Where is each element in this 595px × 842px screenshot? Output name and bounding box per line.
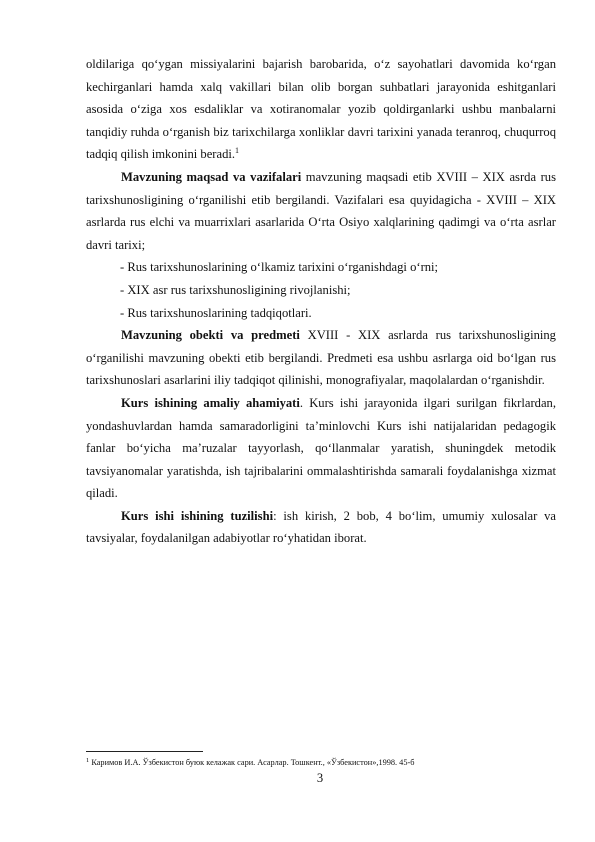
footnote <box>86 757 556 768</box>
list-item: - Rus tarixshunoslarining tadqiqotlari. <box>120 305 312 320</box>
paragraph-goals <box>86 166 556 256</box>
paragraph-structure <box>86 505 556 550</box>
paragraph-significance <box>86 392 556 505</box>
list-item: - XIX asr rus tarixshunosligining rivojlanishi; <box>120 282 351 297</box>
footnote-divider <box>86 751 203 752</box>
footnote-number: 1 <box>86 757 90 764</box>
paragraph-goals-text: mavzuning maqsadi etib XVIII – XIX asrda rus tarixshunosligining o‘rganilishi etib bergilandi. Vazifalari esa quyidagicha - XVIII – XIX asrlarda rus elchi va muarrixlari asarlarida O‘rta Osiyo xalqlarining qadimgi va o‘rta asrlar davri tarixi; <box>86 169 557 252</box>
paragraph-intro-text: oldilariga qo‘ygan missiyalarini bajarish barobarida, o‘z sayohatlari davomida ko‘rgan kechirganlari hamda xalq vakillari bilan olib borgan suhbatlari jarayonida eshitganlari asosida o‘ziga xos esdaliklar va xotiranomalar yozib qoldirganlarki ushbu manbalarni tanqidiy ruhda o‘rganish biz tarixchilarga xonliklar davri tarixini yanada teranroq, chuqurroq tadqiq qilish imkonini beradi. <box>86 57 556 162</box>
paragraph-significance-text: . Kurs ishi jarayonida ilgari surilgan fikrlardan, yondashuvlardan hamda samaradorligini ta’minlovchi Kurs ishi natijalaridan pedagogik fanlar bo‘yicha ma’ruzalar tayyorlash, qo‘llanmalar yaratish, shuningdek metodik tavsiyanomalar yaratishda, ish tajribalarini ommalashtirishda samarali foydalanishga xizmat qiladi. <box>86 395 556 501</box>
paragraph-structure-text: : ish kirish, 2 bob, 4 bo‘lim, umumiy xulosalar va tavsiyalar, foydalanilgan adabiyotlar ro‘yhatidan iborat. <box>86 508 556 546</box>
heading-goals: Mavzuning maqsad va vazifalari <box>121 169 302 184</box>
heading-significance: Kurs ishining amaliy ahamiyati <box>121 395 300 410</box>
paragraph-object <box>86 324 556 392</box>
page-number: 3 <box>316 771 324 785</box>
list-item: - Rus tarixshunoslarining o‘lkamiz tarixini o‘rganishdagi o‘rni; <box>120 260 439 275</box>
heading-structure: Kurs ishi ishining tuzilishi <box>121 508 274 523</box>
body-text <box>86 53 556 550</box>
footnote-reference[interactable]: 1 <box>235 146 240 156</box>
paragraph-object-text: XVIII - XIX asrlarda rus tarixshunosligining o‘rganilishi mavzuning obekti etib bergilandi. Predmeti esa ushbu asrlarga oid bo‘lgan rus tarixshunoslari asarlarini iliy tadqiqot qilinishi, monografiyalar, maqolalardan o‘rganishdir. <box>86 328 556 388</box>
footnote-text: Каримов И.А. Ўзбекистон буюк келажак сари. Асарлар. Тошкент., «Ўзбекистон»,1998. 45-б <box>89 758 415 767</box>
heading-object: Mavzuning obekti va predmeti <box>121 328 300 343</box>
paragraph-intro <box>86 53 556 166</box>
